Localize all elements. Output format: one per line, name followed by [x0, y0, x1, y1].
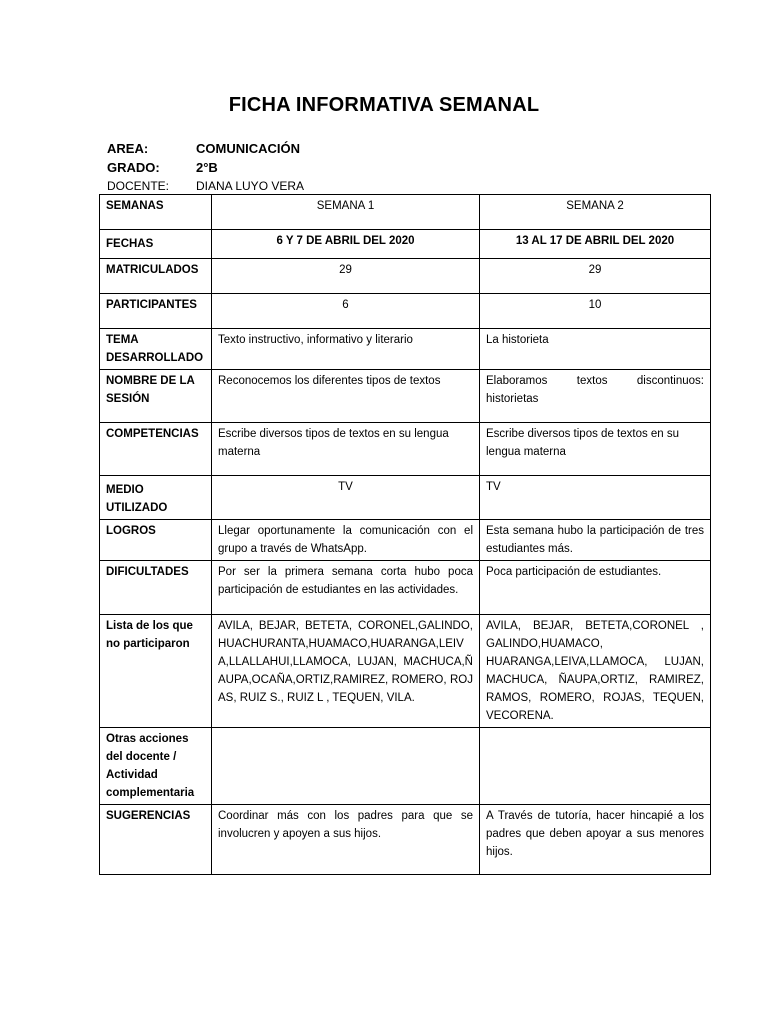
- lista-label: Lista de los que no participaron: [100, 615, 212, 728]
- participantes-semana-2: 10: [480, 294, 711, 329]
- area-label: AREA:: [107, 141, 149, 156]
- semanas-label: SEMANAS: [100, 195, 212, 230]
- table-row-otras-acciones: [100, 728, 711, 805]
- sesion-semana-1: Reconocemos los diferentes tipos de textos: [212, 370, 480, 423]
- table-row-semanas: [100, 195, 711, 230]
- participantes-semana-1: 6: [212, 294, 480, 329]
- table-row-logros: [100, 520, 711, 561]
- area-value: COMUNICACIÓN: [196, 141, 300, 156]
- medio-label: MEDIO UTILIZADO: [100, 476, 212, 520]
- competencias-semana-1: Escribe diversos tipos de textos en su lengua materna: [212, 423, 480, 476]
- matriculados-semana-1: 29: [212, 259, 480, 294]
- table-row-matriculados: [100, 259, 711, 294]
- document-title: FICHA INFORMATIVA SEMANAL: [228, 94, 540, 116]
- table-row-sugerencias: [100, 805, 711, 875]
- table-row-medio: [100, 476, 711, 520]
- matriculados-label: MATRICULADOS: [100, 259, 212, 294]
- sugerencias-semana-1: Coordinar más con los padres para que se involucren y apoyen a sus hijos.: [212, 805, 480, 875]
- lista-semana-2: AVILA, BEJAR, BETETA,CORONEL , GALINDO,HUAMACO, HUARANGA,LEIVA,LLAMOCA, LUJAN, MACHUCA, ÑAUPA,ORTIZ, RAMIREZ, RAMOS, ROMERO, ROJAS, TEQUEN, VECORENA.: [480, 615, 711, 728]
- competencias-semana-2: Escribe diversos tipos de textos en su lengua materna: [480, 423, 711, 476]
- dificultades-label: DIFICULTADES: [100, 561, 212, 615]
- weekly-report-table: [99, 194, 711, 875]
- sugerencias-semana-2: A Través de tutoría, hacer hincapié a los padres que deben apoyar a sus menores hijos.: [480, 805, 711, 875]
- otras-acciones-semana-1: [212, 728, 480, 805]
- table-row-fechas: [100, 230, 711, 259]
- medio-semana-2: TV: [480, 476, 711, 520]
- table-row-participantes: [100, 294, 711, 329]
- table-row-lista: [100, 615, 711, 728]
- fechas-semana-2: 13 AL 17 DE ABRIL DEL 2020: [480, 230, 711, 259]
- medio-semana-1: TV: [212, 476, 480, 520]
- sesion-label: NOMBRE DE LA SESIÓN: [100, 370, 212, 423]
- dificultades-semana-1: Por ser la primera semana corta hubo poca participación de estudiantes en las actividades.: [212, 561, 480, 615]
- logros-semana-2: Esta semana hubo la participación de tres estudiantes más.: [480, 520, 711, 561]
- sugerencias-label: SUGERENCIAS: [100, 805, 212, 875]
- grado-label: GRADO:: [107, 160, 160, 175]
- logros-label: LOGROS: [100, 520, 212, 561]
- table-row-tema: [100, 329, 711, 370]
- otras-acciones-semana-2: [480, 728, 711, 805]
- docente-label: DOCENTE:: [107, 179, 170, 193]
- sesion-semana-2: Elaboramos textos discontinuos: historietas: [480, 370, 711, 423]
- participantes-label: PARTICIPANTES: [100, 294, 212, 329]
- table-row-sesion: [100, 370, 711, 423]
- tema-semana-1: Texto instructivo, informativo y literario: [212, 329, 480, 370]
- table-row-dificultades: [100, 561, 711, 615]
- tema-semana-2: La historieta: [480, 329, 711, 370]
- tema-label: TEMA DESARROLLADO: [100, 329, 212, 370]
- docente-value: DIANA LUYO VERA: [196, 179, 305, 193]
- fechas-semana-1: 6 Y 7 DE ABRIL DEL 2020: [212, 230, 480, 259]
- dificultades-semana-2: Poca participación de estudiantes.: [480, 561, 711, 615]
- logros-semana-1: Llegar oportunamente la comunicación con el grupo a través de WhatsApp.: [212, 520, 480, 561]
- fechas-label: FECHAS: [100, 230, 212, 259]
- semana-1-header: SEMANA 1: [212, 195, 480, 230]
- lista-semana-1: AVILA, BEJAR, BETETA, CORONEL,GALINDO, HUACHURANTA,HUAMACO,HUARANGA,LEIVA,LLALLAHUI,LLAMOCA, LUJAN, MACHUCA,ÑAUPA,OCAÑA,ORTIZ,RAMIREZ, ROMERO, ROJAS, RUIZ S., RUIZ L , TEQUEN, VILA.: [212, 615, 480, 728]
- competencias-label: COMPETENCIAS: [100, 423, 212, 476]
- grado-value: 2°B: [196, 160, 218, 175]
- table-row-competencias: [100, 423, 711, 476]
- otras-acciones-label: Otras acciones del docente / Actividad complementaria: [100, 728, 212, 805]
- semana-2-header: SEMANA 2: [480, 195, 711, 230]
- matriculados-semana-2: 29: [480, 259, 711, 294]
